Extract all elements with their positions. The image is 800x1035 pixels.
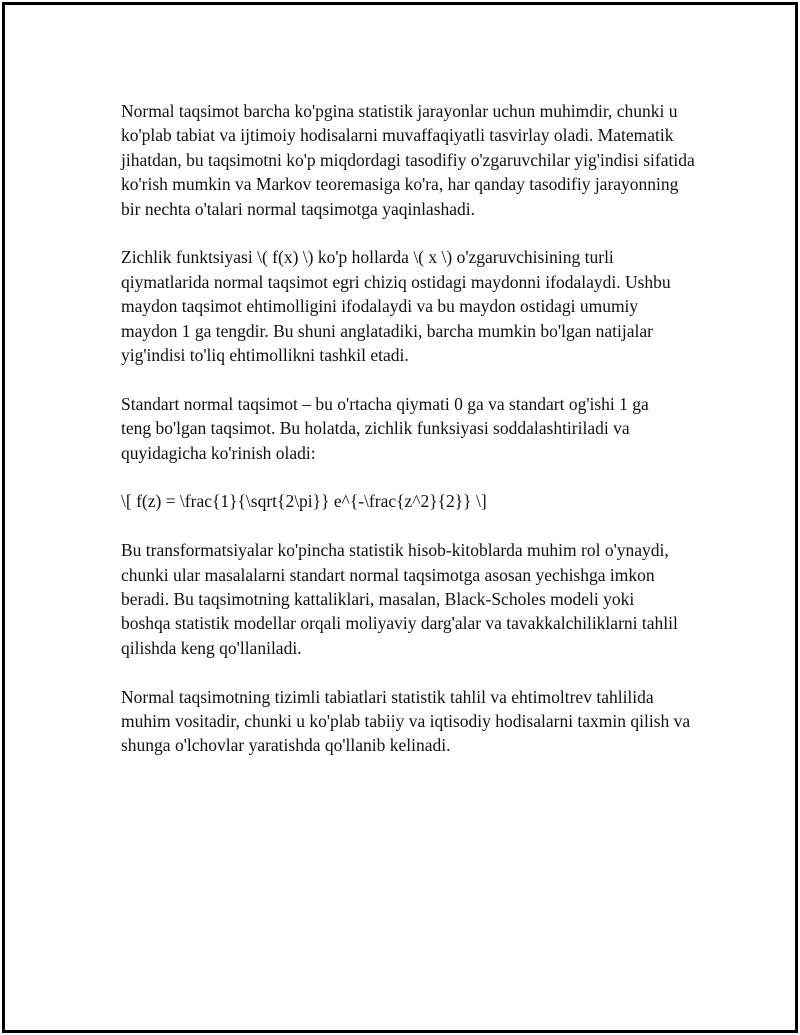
formula-standard-normal-density: \[ f(z) = \frac{1}{\sqrt{2\pi}} e^{-\frac{z^2}{2}} \] [121, 491, 487, 512]
page-frame [2, 2, 798, 1033]
paragraph-transformations: Bu transformatsiyalar ko'pincha statistik hisob-kitoblarda muhim rol o'ynaydi, chunki ular masalalarni standart normal taqsimotga asosan yechishga imkon beradi. Bu taqsimotning kattaliklari, masalan, Black-Scholes modeli yoki boshqa statistik modellar orqali moliyaviy darg'alar va tavakkalchiliklarni tahlil qilishda keng qo'llaniladi. [121, 540, 678, 658]
document-body [121, 99, 701, 782]
paragraph-standard-normal: Standart normal taqsimot – bu o'rtacha qiymati 0 ga va standart og'ishi 1 ga teng bo'lgan taqsimot. Bu holatda, zichlik funksiyasi soddalashtiriladi va quyidagicha ko'rinish oladi: [121, 393, 649, 463]
paragraph-conclusion: Normal taqsimotning tizimli tabiatlari statistik tahlil va ehtimoltrev tahlilida muhim vositadir, chunki u ko'plab tabiiy va iqtisodiy hodisalarni taxmin qilish va shunga o'lchovlar yaratishda qo'llanib kelinadi. [121, 686, 691, 756]
paragraph-density-function: Zichlik funktsiyasi \( f(x) \) ko'p hollarda \( x \) o'zgaruvchisining turli qiymatlarida normal taqsimot egri chiziq ostidagi maydonni ifodalaydi. Ushbu maydon taqsimot ehtimolligini ifodalaydi va bu maydon ostidagi umumiy maydon 1 ga tengdir. Bu shuni anglatadiki, barcha mumkin bo'lgan natijalar yig'indisi to'liq ehtimollikni tashkil etadi. [121, 247, 671, 366]
paragraph-intro: Normal taqsimot barcha ko'pgina statistik jarayonlar uchun muhimdir, chunki u ko'plab tabiat va ijtimoiy hodisalarni muvaffaqiyatli tasvirlay oladi. Matematik jihatdan, bu taqsimotni ko'p miqdordagi tasodifiy o'zgaruvchilar yig'indisi sifatida ko'rish mumkin va Markov teoremasiga ko'ra, har qanday tasodifiy jarayonning bir nechta o'talari normal taqsimotga yaqinlashadi. [121, 101, 695, 219]
